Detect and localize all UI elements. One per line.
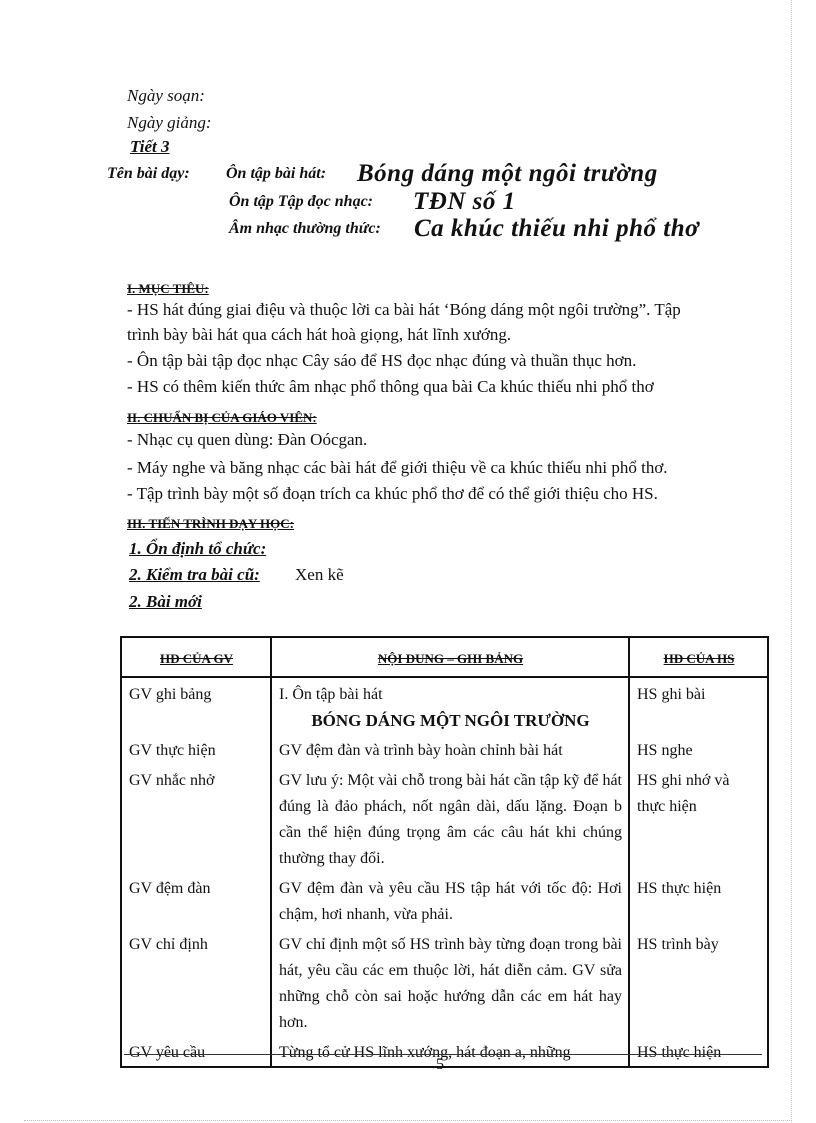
header-hs: HĐ CỦA HS	[629, 637, 768, 677]
cell-noi-dung: GV chỉ định một số HS trình bày từng đoạn trong bài hát, yêu cầu các em thuộc lời, hát diễn cảm. GV sửa những chỗ còn sai hoặc hướng dẫn các em hát hay hơn.	[271, 928, 629, 1036]
muc-tieu-line-4: - HS có thêm kiến thức âm nhạc phổ thông qua bài Ca khúc thiếu nhi phổ thơ	[127, 377, 654, 396]
cell-noi-dung	[271, 677, 629, 734]
table-row	[121, 764, 768, 872]
table-row	[121, 872, 768, 928]
cell-noi-dung: GV lưu ý: Một vài chỗ trong bài hát cần tập kỹ để hát đúng là đảo phách, nốt ngân dài, dấu lặng. Đoạn b cần thể hiện đúng trọng âm các câu hát khi chúng thường thay đổi.	[271, 764, 629, 872]
muc-tieu-line-2: trình bày bài hát qua cách hát hoà giọng, hát lĩnh xướng.	[127, 325, 512, 344]
ten-bai-label: Tên bài dạy:	[107, 165, 190, 182]
page-bottom-dotted	[24, 1120, 792, 1121]
cell-gv: GV nhắc nhở	[121, 764, 271, 872]
page-edge-dotted	[791, 0, 792, 1123]
item-title-1: Bóng dáng một ngôi trường	[357, 160, 658, 187]
cell-noi-dung: GV đệm đàn và trình bày hoàn chỉnh bài hát	[271, 734, 629, 764]
cell-hs: HS thực hiện	[629, 1036, 768, 1067]
ngay-soan-label: Ngày soạn:	[127, 86, 205, 105]
cell-gv: GV yêu cầu	[121, 1036, 271, 1067]
cell-noi-dung: GV đệm đàn và yêu cầu HS tập hát với tốc độ: Hơi chậm, hơi nhanh, vừa phải.	[271, 872, 629, 928]
kiem-tra-value: Xen kẽ	[295, 565, 344, 584]
cell-noi-dung-text: I. Ôn tập bài hát	[279, 686, 383, 703]
item-label-3: Âm nhạc thường thức:	[229, 220, 381, 237]
table-row	[121, 1036, 768, 1067]
section-tien-trinh: III. TIẾN TRÌNH DẠY HỌC:	[127, 516, 294, 531]
cell-gv: GV ghi bảng	[121, 677, 271, 734]
table-row	[121, 677, 768, 734]
item-title-3: Ca khúc thiếu nhi phổ thơ	[414, 215, 700, 242]
cell-hs: HS thực hiện	[629, 872, 768, 928]
header-noi-dung: NỘI DUNG – GHI BẢNG	[271, 637, 629, 677]
item-label-2: Ôn tập Tập đọc nhạc:	[229, 193, 373, 210]
tiet-label: Tiết 3	[130, 137, 170, 156]
table-row	[121, 928, 768, 1036]
item-title-2: TĐN số 1	[413, 188, 516, 215]
cell-hs: HS nghe	[629, 734, 768, 764]
kiem-tra-label: 2. Kiểm tra bài cũ:	[129, 565, 260, 584]
cell-gv: GV chỉ định	[121, 928, 271, 1036]
header-gv: HĐ CỦA GV	[121, 637, 271, 677]
chuan-bi-line-3: - Tập trình bày một số đoạn trích ca khúc phổ thơ để có thể giới thiệu cho HS.	[127, 484, 658, 503]
muc-tieu-line-3: - Ôn tập bài tập đọc nhạc Cây sáo để HS đọc nhạc đúng và thuần thục hơn.	[127, 351, 637, 370]
table-header-row	[121, 637, 768, 677]
section-muc-tieu: I. MỤC TIÊU:	[127, 281, 209, 296]
footer-rule	[124, 1054, 762, 1055]
on-dinh-label: 1. Ổn định tổ chức:	[129, 539, 267, 558]
muc-tieu-line-1: - HS hát đúng giai điệu và thuộc lời ca bài hát ‘Bóng dáng một ngôi trường”. Tập	[127, 300, 681, 319]
ngay-giang-label: Ngày giảng:	[127, 113, 212, 132]
lesson-table	[120, 636, 769, 1068]
page-number: 5	[436, 1056, 444, 1073]
section-chuan-bi: II. CHUẨN BỊ CỦA GIÁO VIÊN:	[127, 410, 317, 425]
cell-hs: HS trình bày	[629, 928, 768, 1036]
bai-moi-label: 2. Bài mới	[129, 592, 202, 611]
cell-noi-dung: Từng tổ cử HS lĩnh xướng, hát đoạn a, những	[271, 1036, 629, 1067]
item-label-1: Ôn tập bài hát:	[226, 165, 327, 182]
chuan-bi-line-2: - Máy nghe và băng nhạc các bài hát để giới thiệu về ca khúc thiếu nhi phổ thơ.	[127, 458, 668, 477]
cell-gv: GV thực hiện	[121, 734, 271, 764]
song-title: BÓNG DÁNG MỘT NGÔI TRƯỜNG	[311, 711, 590, 730]
cell-hs: HS ghi nhớ và thực hiện	[629, 764, 768, 872]
table-row	[121, 734, 768, 764]
chuan-bi-line-1: - Nhạc cụ quen dùng: Đàn Oócgan.	[127, 430, 368, 449]
cell-gv: GV đệm đàn	[121, 872, 271, 928]
cell-hs: HS ghi bài	[629, 677, 768, 734]
